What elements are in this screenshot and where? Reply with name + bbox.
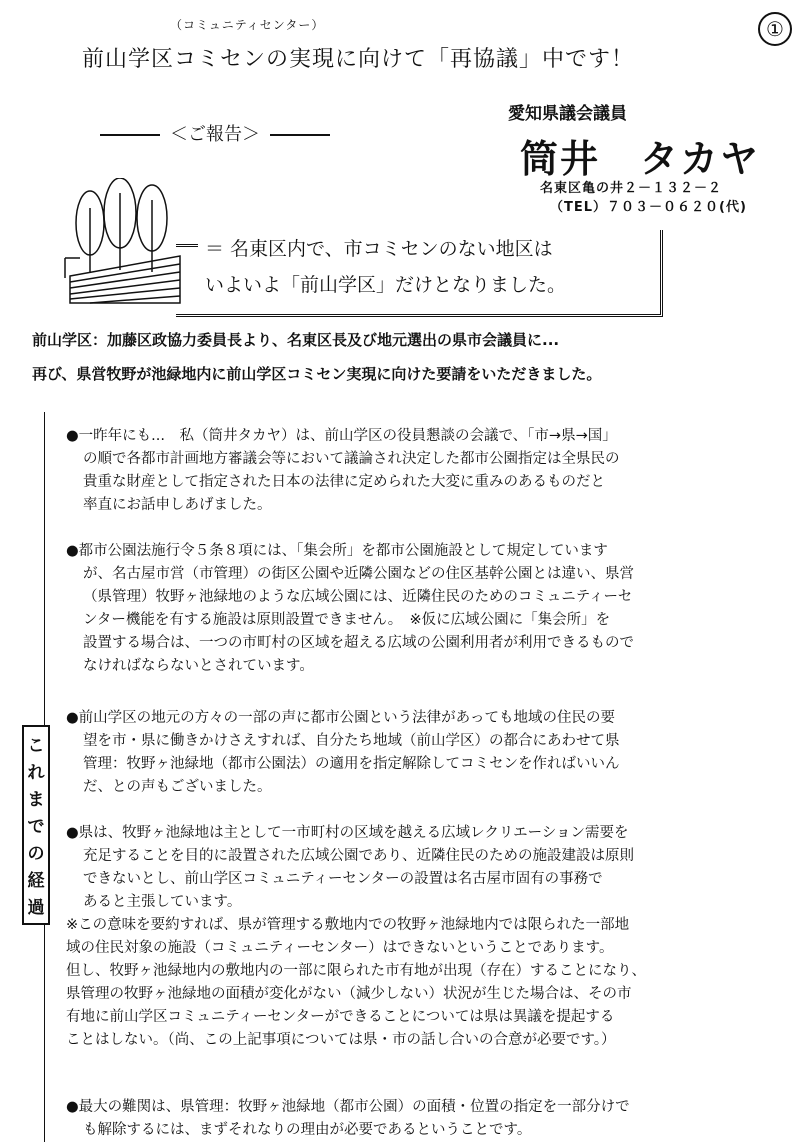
section-3 [66,707,786,799]
page-title: 前山学区コミセンの実現に向けて「再協議」中です！ [82,47,635,72]
dash-left [100,134,160,136]
section-line: 有地に前山学区コミュニティーセンターができることについては県は異議を提起する [66,1009,615,1025]
sidebar-label [22,725,50,925]
section-line: の順で各都市計画地方審議会等において議論され決定した都市公園指定は全県民の [83,451,620,467]
sidebar-char: こ [27,736,45,756]
section-4 [66,822,786,914]
callout-line-2: いよいよ「前山学区」だけとなりました。 [205,274,567,296]
author-tel: （TEL）７０３－０６２０(代) [550,200,747,215]
section-line: 率直にお話申しあげました。 [83,497,272,513]
page-number: ① [758,12,792,46]
author-rank: 愛知県議会議員 [508,104,627,124]
intro-line-2: 再び、県営牧野が池緑地内に前山学区コミセン実現に向けた要請をいただきました。 [32,365,602,383]
section-line: 管理：牧野ヶ池緑地（都市公園法）の適用を指定解除してコミセンを作ればいいん [83,756,620,772]
section-5 [66,914,786,1052]
sidebar-char: の [27,844,45,864]
section-line: できないとし、前山学区コミュニティーセンターの設置は名古屋市固有の事務で [83,871,603,887]
section-line: 設置する場合は、一つの市町村の区域を超える広域の公園利用者が利用できるもので [83,635,634,651]
section-1 [66,425,786,517]
section-line: ●前山学区の地元の方々の一部の声に都市公園という法律があっても地域の住民の要 [66,710,616,726]
section-line: ンター機能を有する施設は原則設置できません。 ※仮に広域公園に「集会所」を [83,612,611,628]
section-line: ことはしない。（尚、この上記事項については県・市の話し合いの合意が必要です。） [66,1032,616,1048]
section-2 [66,540,786,678]
trees-illustration [60,178,185,308]
section-line: 但し、牧野ヶ池緑地内の敷地内の一部に限られた市有地が出現（存在）することになり、 [66,963,646,979]
section-line: ●一昨年にも... 私（筒井タカヤ）は、前山学区の役員懇談の会議で、「市→県→国」 [66,428,617,444]
section-line: 域の住民対象の施設（コミュニティーセンター）はできないということであります。 [66,940,614,956]
section-line: あると主張しています。 [83,894,242,910]
section-line: 貴重な財産として指定された日本の法律に定められた大変に重みのあるものだと [83,474,605,490]
report-heading [90,120,340,146]
section-line: も解除するには、まずそれなりの理由が必要であるということです。 [83,1122,532,1138]
title-ruby: （コミュニティセンター） [170,18,325,32]
callout-line-1: ＝ 名東区内で、市コミセンのない地区は [205,238,553,260]
section-line: ●都市公園法施行令５条８項には、「集会所」を都市公園施設として規定しています [66,543,608,559]
sidebar-char: 過 [27,898,45,918]
section-line: 県管理の牧野ヶ池緑地の面積が変化がない（減少しない）状況が生じた場合は、その市 [66,986,632,1002]
author-address: 名東区亀の井２－１３２－２ [540,181,723,196]
section-line: ●最大の難関は、県管理：牧野ヶ池緑地（都市公園）の面積・位置の指定を一部分けで [66,1099,630,1115]
sidebar-char: 経 [27,871,45,891]
section-line: だ、との声もございました。 [83,779,272,795]
sidebar-char: ま [27,790,45,810]
sidebar-char: で [27,817,45,837]
section-line: なければならないとされています。 [83,658,314,674]
section-line: 望を市・県に働きかけさえすれば、自分たち地域（前山学区）の都合にあわせて県 [83,733,620,749]
sidebar-char: れ [27,763,45,783]
intro-line-1: 前山学区：加藤区政協力委員長より、名東区長及び地元選出の県市会議員に... [32,331,560,349]
section-6 [66,1096,786,1142]
section-line: ●県は、牧野ヶ池緑地は主として一市町村の区域を越える広域レクリエーション需要を [66,825,629,841]
section-line: ※この意味を要約すれば、県が管理する敷地内での牧野ヶ池緑地内では限られた一部地 [66,917,630,933]
dash-right [270,134,330,136]
author-name: 筒井 タカヤ [520,137,761,181]
report-label: ＜ご報告＞ [170,124,260,145]
section-line: （県管理）牧野ヶ池緑地のような広域公園には、近隣住民のためのコミュニティーセ [83,589,633,605]
section-line: 充足することを目的に設置された広域公園であり、近隣住民のための施設建設は原則 [83,848,634,864]
section-line: が、名古屋市営（市管理）の街区公園や近隣公園などの住区基幹公園とは違い、県営 [83,566,634,582]
